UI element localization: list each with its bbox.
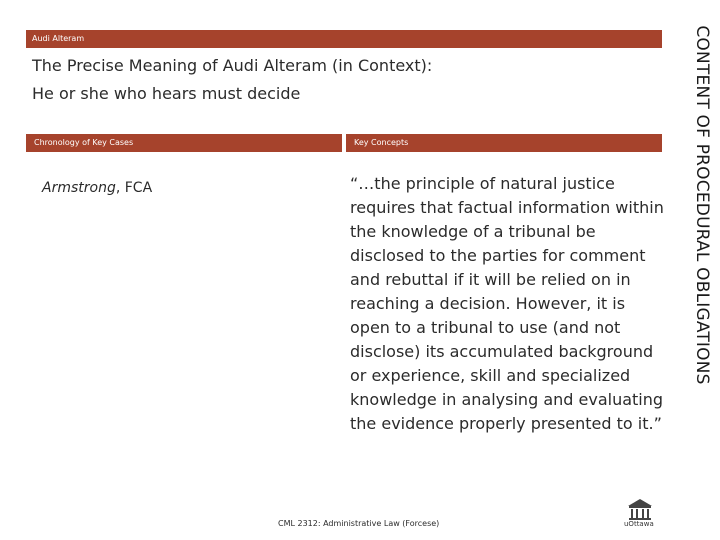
left-column-header-label: Chronology of Key Cases: [34, 138, 134, 147]
slide-title: [32, 52, 652, 108]
title-line-2: He or she who hears must decide: [32, 84, 301, 103]
key-concept-quote: “…the principle of natural justice requires that factual information within the knowledge of a tribunal be disclosed to the parties for comment and rebuttal if it will be relied on in reaching a decision. However, it is open to a tribunal to use (and not disclose) its accumulated background or experience, skill and specialized knowledge in analysing and evaluating the evidence properly presented to it.”: [350, 174, 664, 433]
right-column-header: [346, 134, 662, 152]
case-name: Armstrong: [42, 180, 116, 196]
case-entry: [42, 180, 152, 196]
left-column-header: [26, 134, 342, 152]
header-bar: [26, 30, 662, 48]
header-label: Audi Alteram: [32, 34, 85, 43]
logo-text: uOttawa: [624, 520, 654, 528]
footer-text: CML 2312: Administrative Law (Forcese): [278, 519, 440, 528]
right-column-header-label: Key Concepts: [354, 138, 409, 147]
case-court: , FCA: [115, 180, 153, 196]
side-title: CONTENT OF PROCEDURAL OBLIGATIONS: [692, 25, 712, 385]
title-line-1: The Precise Meaning of Audi Alteram (in Context):: [32, 56, 433, 75]
